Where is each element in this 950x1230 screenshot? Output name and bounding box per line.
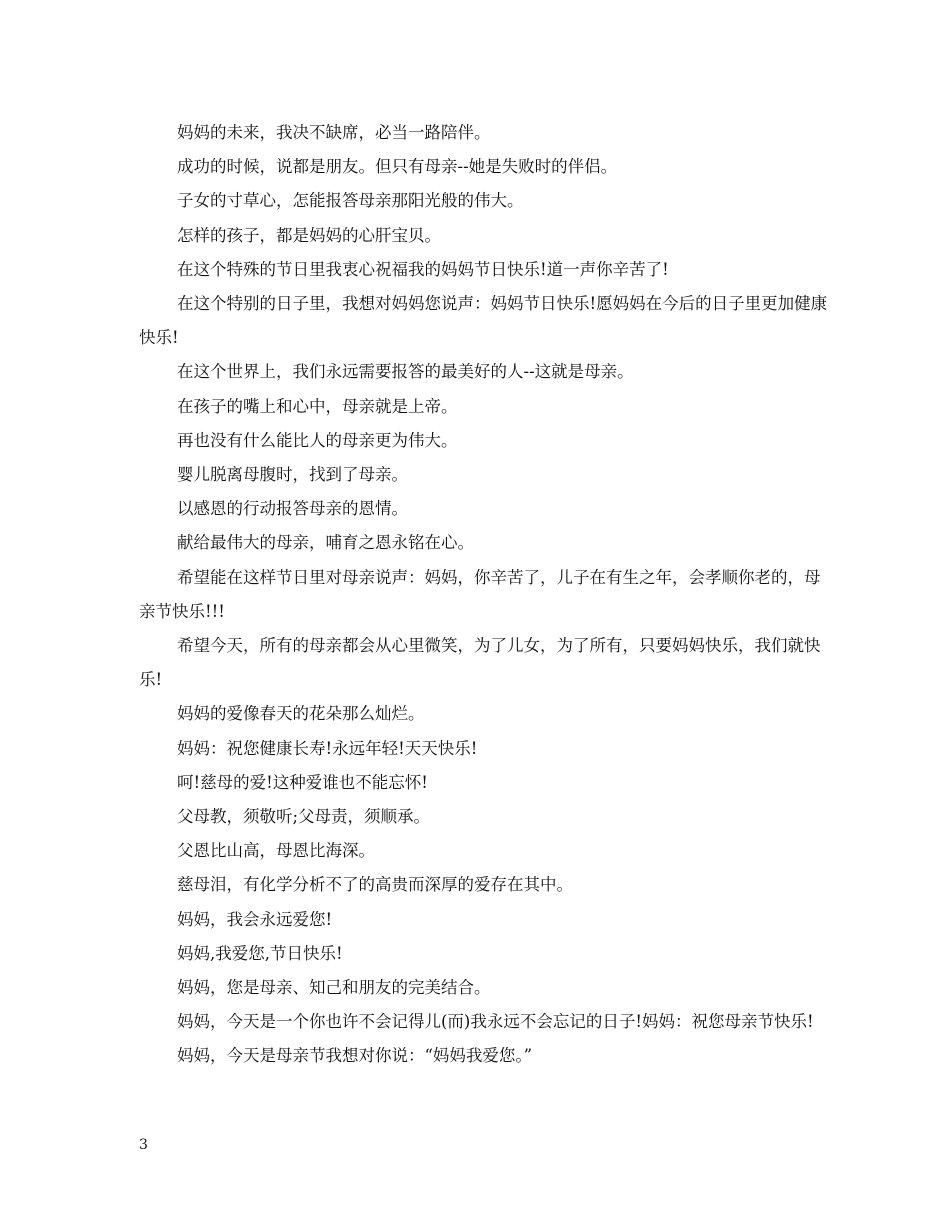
paragraph: 怎样的孩子，都是妈妈的心肝宝贝。 bbox=[177, 225, 441, 245]
paragraph: 在这个特别的日子里，我想对妈妈您说声：妈妈节日快乐!愿妈妈在今后的日子里更加健康快乐! bbox=[139, 294, 828, 348]
paragraph: 妈妈的爱像春天的花朵那么灿烂。 bbox=[177, 704, 425, 724]
paragraph: 希望今天，所有的母亲都会从心里微笑，为了儿女，为了所有，只要妈妈快乐，我们就快乐! bbox=[139, 636, 821, 690]
paragraph: 妈妈的未来，我决不缺席，必当一路陪伴。 bbox=[177, 123, 491, 142]
paragraph: 子女的寸草心，怎能报答母亲那阳光般的伟大。 bbox=[177, 191, 524, 211]
paragraph: 在孩子的嘴上和心中，母亲就是上帝。 bbox=[177, 396, 458, 416]
paragraph: 在这个特殊的节日里我衷心祝福我的妈妈节日快乐!道一声你辛苦了! bbox=[177, 259, 669, 279]
paragraph: 妈妈，今天是母亲节我想对你说：“妈妈我爱您。” bbox=[177, 1046, 533, 1066]
paragraph: 妈妈，今天是一个你也许不会记得儿(而)我永远不会忘记的日子!妈妈：祝您母亲节快乐! bbox=[177, 1012, 814, 1032]
paragraph: 妈妈：祝您健康长寿!永远年轻!天天快乐! bbox=[177, 738, 478, 758]
paragraph: 成功的时候，说都是朋友。但只有母亲--她是失败时的伴侣。 bbox=[177, 157, 618, 177]
paragraph: 妈妈，您是母亲、知己和朋友的完美结合。 bbox=[177, 978, 491, 998]
paragraph: 妈妈，我会永远爱您! bbox=[177, 909, 333, 929]
paragraph: 在这个世界上，我们永远需要报答的最美好的人--这就是母亲。 bbox=[177, 362, 634, 382]
paragraph: 父恩比山高，母恩比海深。 bbox=[177, 841, 375, 861]
page-number: 3 bbox=[139, 1137, 148, 1153]
paragraph: 再也没有什么能比人的母亲更为伟大。 bbox=[177, 430, 458, 450]
paragraph: 希望能在这样节日里对母亲说声：妈妈，你辛苦了，儿子在有生之年，会孝顺你老的，母亲节快乐!!! bbox=[139, 567, 821, 621]
paragraph: 慈母泪，有化学分析不了的高贵而深厚的爱存在其中。 bbox=[177, 875, 573, 895]
paragraph: 呵!慈母的爱!这种爱谁也不能忘怀! bbox=[177, 772, 428, 792]
paragraph: 父母教，须敬听;父母责，须顺承。 bbox=[177, 807, 431, 827]
paragraph: 妈妈,我爱您,节日快乐! bbox=[177, 943, 343, 963]
paragraph: 以感恩的行动报答母亲的恩情。 bbox=[177, 499, 408, 519]
body-text bbox=[139, 116, 829, 1074]
paragraph: 婴儿脱离母腹时，找到了母亲。 bbox=[177, 465, 408, 485]
paragraph: 献给最伟大的母亲，哺育之恩永铭在心。 bbox=[177, 533, 474, 553]
